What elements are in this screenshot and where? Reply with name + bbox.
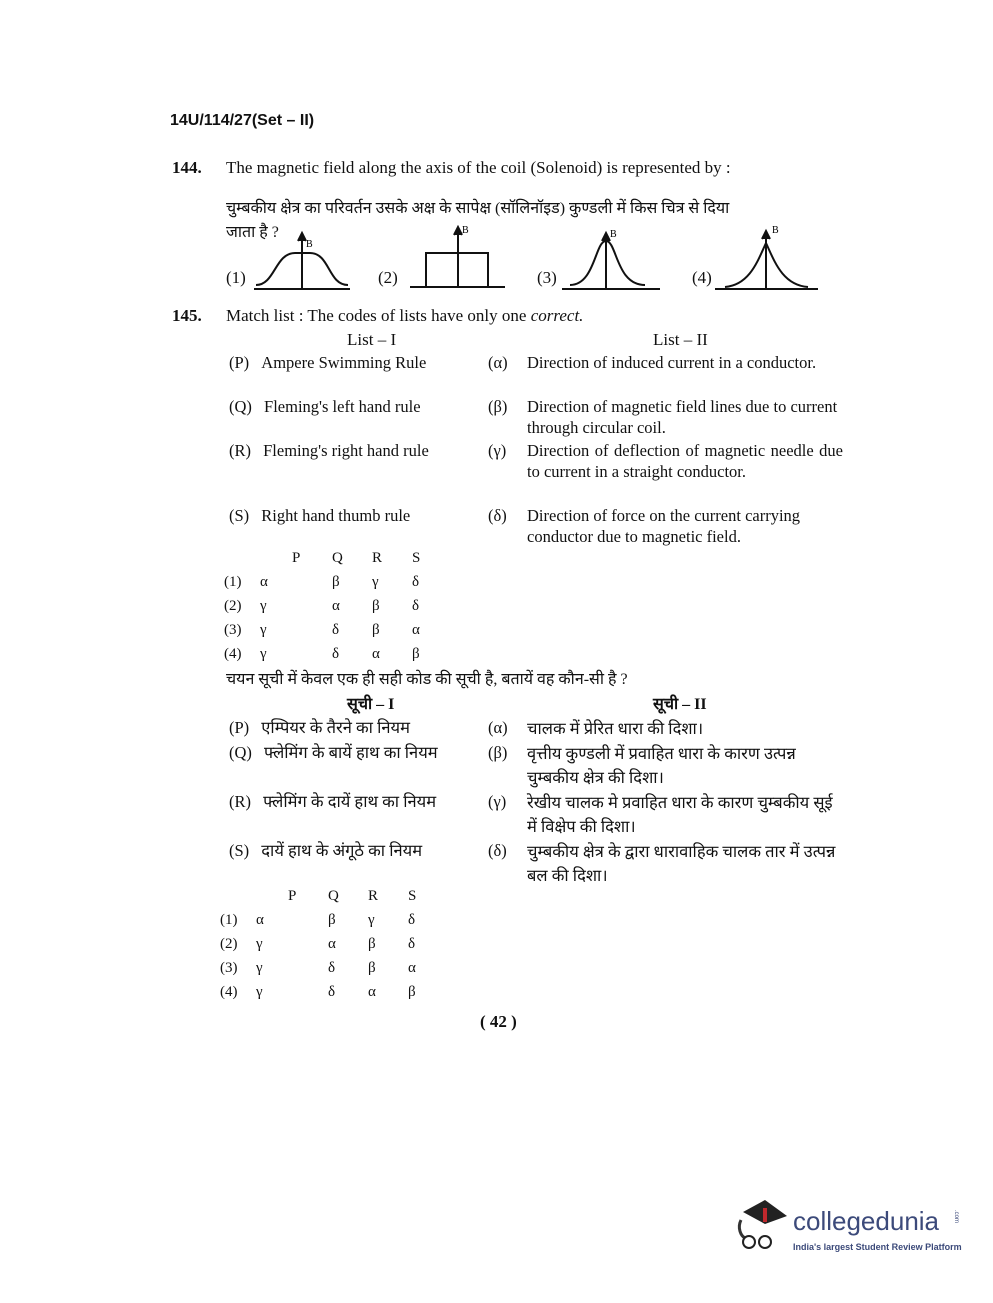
list-1-item: Fleming's left hand rule	[264, 397, 421, 416]
list-1-key: (S)	[229, 841, 250, 860]
graph-2	[410, 227, 505, 287]
code-row: (4) γ δ α β	[224, 645, 420, 662]
code-head: Q	[332, 549, 343, 566]
list-2-key: (β)	[488, 397, 508, 416]
question-144-text: The magnetic field along the axis of the coil (Solenoid) is represented by :	[226, 158, 731, 177]
logo-name: collegedunia	[793, 1206, 940, 1236]
option-1-label: (1)	[226, 268, 246, 287]
code-row: (4) γ δ α β	[220, 983, 416, 1000]
list-2-key: (γ)	[488, 792, 507, 811]
page-number: ( 42 )	[480, 1012, 517, 1031]
code-head: Q	[328, 887, 339, 904]
list-1-key: (P)	[229, 353, 250, 372]
list-2-item-hindi: रेखीय चालक मे प्रवाहित धारा के कारण चुम्बकीय सूई में विक्षेप की दिशा।	[527, 793, 833, 836]
collegedunia-logo	[735, 1198, 965, 1258]
code-head: P	[292, 549, 301, 566]
list-1-key: (Q)	[229, 743, 252, 762]
list-2-key: (α)	[488, 718, 508, 737]
list-2-item: Direction of force on the current carrying conductor due to magnetic field.	[527, 506, 801, 546]
question-145-text	[226, 306, 583, 326]
code-row: (1) α β γ δ	[220, 911, 416, 928]
option-3-label: (3)	[537, 268, 557, 287]
list-1-heading-hindi: सूची – I	[347, 696, 395, 713]
question-144-hindi-2: जाता है ?	[226, 224, 279, 241]
code-head: S	[412, 549, 421, 566]
list-2-key: (α)	[488, 353, 508, 372]
list-1-key: (R)	[229, 441, 251, 460]
list-2-item: Direction of induced current in a conductor.	[527, 353, 817, 372]
question-number-145: 145.	[172, 306, 202, 325]
list-2-item-hindi: वृत्तीय कुण्डली में प्रवाहित धारा के कारण उत्पन्न चुम्बकीय क्षेत्र की दिशा।	[527, 744, 796, 787]
list-2-item: Direction of deflection of magnetic needle due to current in a straight conductor.	[527, 441, 843, 481]
list-1-item: Right hand thumb rule	[261, 506, 411, 525]
code-row: (2) γ α β δ	[224, 597, 420, 614]
list-1-key: (Q)	[229, 397, 252, 416]
question-145-text-main: Match list : The codes of lists have only one	[226, 306, 531, 325]
list-1-item-hindi: दायें हाथ के अंगूठे का नियम	[261, 841, 423, 860]
list-1-item-hindi: फ्लेमिंग के दायें हाथ का नियम	[263, 792, 437, 811]
axis-label-b: B	[306, 239, 313, 250]
list-1-item: Ampere Swimming Rule	[261, 353, 427, 372]
list-2-key: (γ)	[488, 441, 507, 460]
question-number-144: 144.	[172, 158, 202, 177]
option-2-label: (2)	[378, 268, 398, 287]
code-head: R	[368, 887, 379, 904]
mascot-icon	[735, 1198, 790, 1258]
code-head: S	[408, 887, 417, 904]
list-2-key: (δ)	[488, 506, 507, 525]
list-1-key: (S)	[229, 506, 250, 525]
list-2-key: (δ)	[488, 841, 507, 860]
question-145-emphasis: correct.	[530, 306, 584, 325]
codes-table-en	[224, 546, 452, 666]
list-1-key: (R)	[229, 792, 251, 811]
list-2-heading: List – II	[653, 330, 708, 349]
axis-label-b: B	[462, 225, 469, 236]
code-row: (3) γ δ β α	[220, 959, 416, 976]
list-2-item: Direction of magnetic field lines due to current through circular coil.	[527, 397, 838, 437]
code-head: P	[288, 887, 297, 904]
graph-1	[254, 233, 350, 289]
question-145-hindi: चयन सूची में केवल एक ही सही कोड की सूची है, बतायें वह कौन-सी है ?	[226, 671, 628, 688]
list-2-item-hindi: चुम्बकीय क्षेत्र के द्वारा धारावाहिक चालक तार में उत्पन्न बल की दिशा।	[527, 842, 836, 885]
code-row: (3) γ δ β α	[224, 621, 420, 638]
list-1-heading: List – I	[347, 330, 397, 349]
option-graphs	[250, 225, 830, 295]
list-1-item-hindi: फ्लेमिंग के बायें हाथ का नियम	[264, 743, 438, 762]
list-1-item: Fleming's right hand rule	[263, 441, 429, 460]
codes-table-hi	[220, 884, 448, 1004]
graph-4	[715, 231, 818, 289]
axis-label-b: B	[610, 229, 617, 240]
code-row: (1) α β γ δ	[224, 573, 420, 590]
question-144-hindi: चुम्बकीय क्षेत्र का परिवर्तन उसके अक्ष के सापेक्ष (सॉलिनॉइड) कुण्डली में किस चित्र से दिया	[226, 200, 730, 217]
list-1-key: (P)	[229, 718, 250, 737]
code-row: (2) γ α β δ	[220, 935, 416, 952]
list-2-item-hindi: चालक में प्रेरित धारा की दिशा।	[527, 719, 704, 738]
code-head: R	[372, 549, 383, 566]
paper-code: 14U/114/27(Set – II)	[170, 112, 315, 129]
list-2-key: (β)	[488, 743, 508, 762]
logo-suffix: .com	[953, 1210, 959, 1224]
option-4-label: (4)	[692, 268, 712, 287]
list-1-item-hindi: एम्पियर के तैरने का नियम	[261, 718, 410, 737]
graph-3	[562, 233, 660, 289]
list-2-heading-hindi: सूची – II	[653, 696, 707, 713]
axis-label-b: B	[772, 225, 779, 236]
logo-tagline: India's largest Student Review Platform	[793, 1242, 962, 1252]
